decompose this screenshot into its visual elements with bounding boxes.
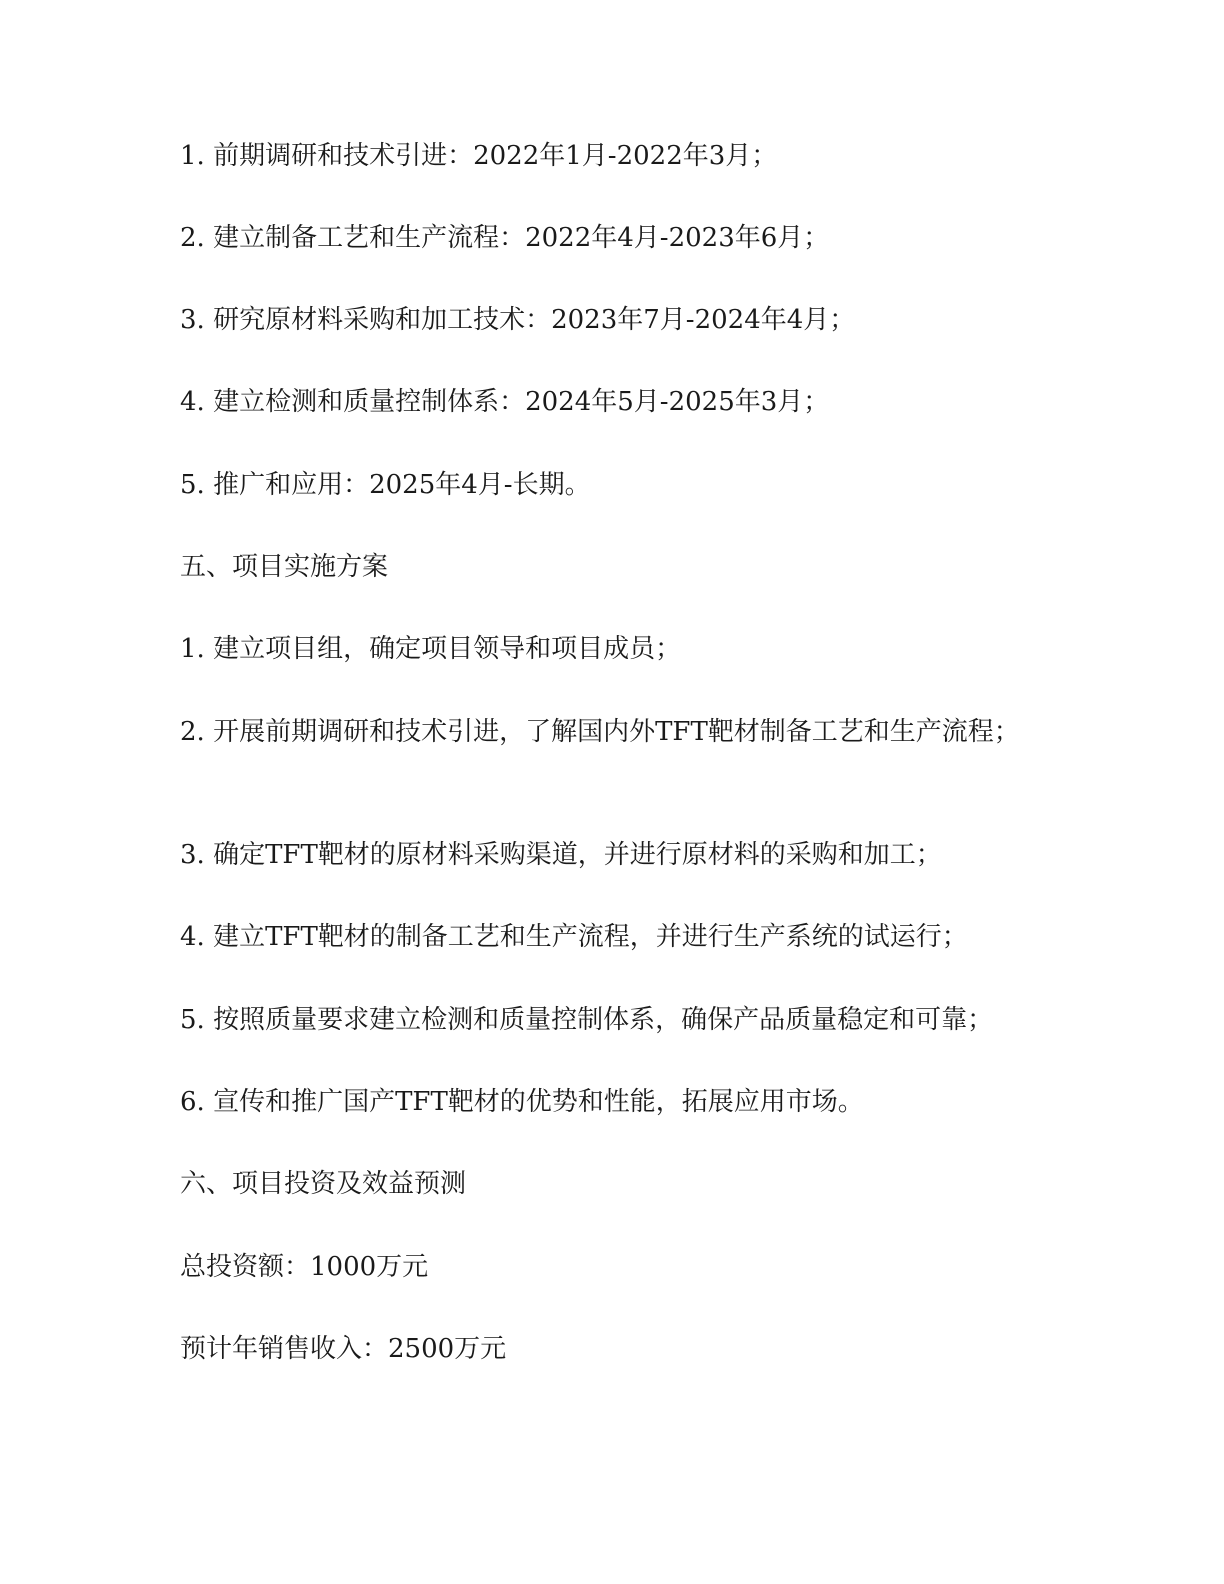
schedule-item-4: 4. 建立检测和质量控制体系：2024年5月-2025年3月；: [180, 387, 830, 417]
schedule-item-1: 1. 前期调研和技术引进：2022年1月-2022年3月；: [180, 141, 778, 171]
expected-revenue: 预计年销售收入：2500万元: [180, 1334, 507, 1364]
plan-item-6: 6. 宣传和推广国产TFT靶材的优势和性能，拓展应用市场。: [180, 1087, 864, 1117]
section-5-heading: 五、项目实施方案: [180, 552, 389, 582]
total-investment: 总投资额：1000万元: [180, 1252, 429, 1282]
schedule-item-3: 3. 研究原材料采购和加工技术：2023年7月-2024年4月；: [180, 305, 856, 335]
plan-item-3: 3. 确定TFT靶材的原材料采购渠道，并进行原材料的采购和加工；: [180, 840, 942, 870]
schedule-item-2: 2. 建立制备工艺和生产流程：2022年4月-2023年6月；: [180, 223, 830, 253]
plan-item-4: 4. 建立TFT靶材的制备工艺和生产流程，并进行生产系统的试运行；: [180, 922, 968, 952]
section-6-heading: 六、项目投资及效益预测: [180, 1169, 467, 1199]
plan-item-1: 1. 建立项目组，确定项目领导和项目成员；: [180, 634, 682, 664]
schedule-item-5: 5. 推广和应用：2025年4月-长期。: [180, 470, 591, 500]
plan-item-2: 2. 开展前期调研和技术引进，了解国内外TFT靶材制备工艺和生产流程；: [180, 717, 1020, 747]
plan-item-5: 5. 按照质量要求建立检测和质量控制体系，确保产品质量稳定和可靠；: [180, 1005, 994, 1035]
